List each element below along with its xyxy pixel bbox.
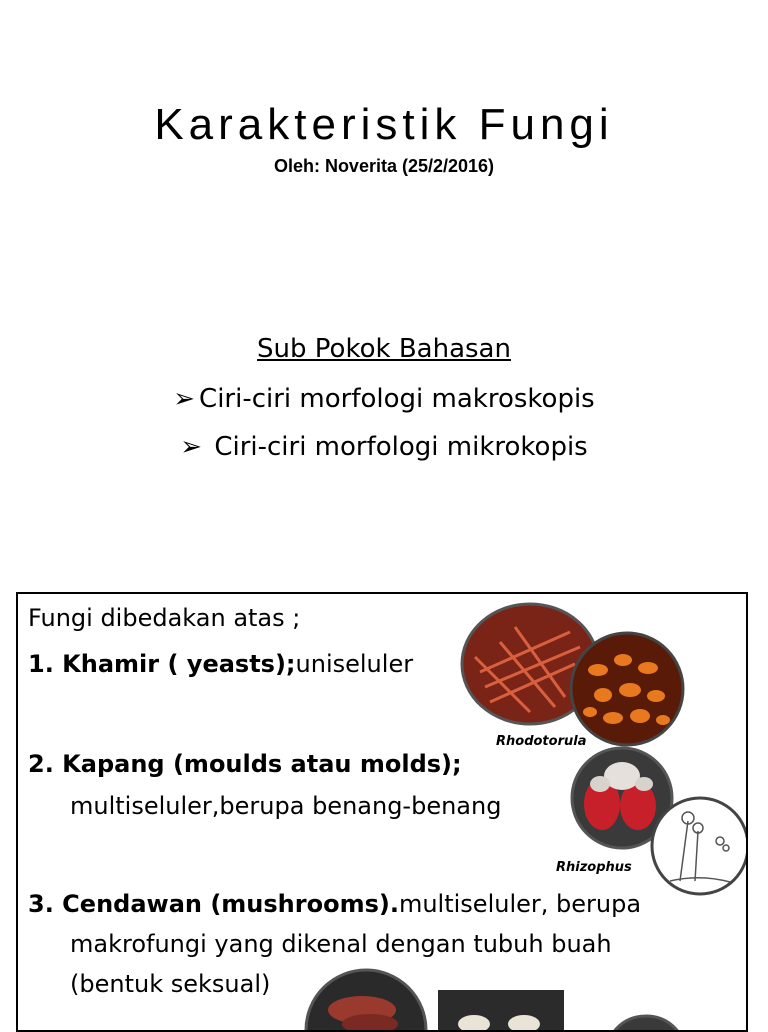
yeast-colony-image [568,630,686,748]
arrow-bullet-icon: ➢ [173,384,196,414]
image-caption: Rhodotorula [496,734,587,749]
bullet-item [0,384,768,414]
list-item [28,890,641,918]
author-line: Oleh: Noverita (25/2/2016) [273,156,495,176]
page-title: Karakteristik Fungi [154,100,614,149]
bullet-item [0,432,768,462]
list-item [28,650,413,678]
section-heading: Sub Pokok Bahasan [257,334,511,364]
item-text: uniseluler [295,650,414,678]
image-caption: Rhizophus [556,860,632,875]
mushroom-photo [438,990,564,1030]
item-text: makrofungi yang dikenal dengan tubuh buah [70,930,612,958]
item-text: multiseluler, berupa [398,890,642,918]
bullet-text: Ciri-ciri morfologi mikrokopis [214,432,588,462]
list-item [28,750,462,778]
slide-fungi-types [16,592,748,1032]
intro-text: Fungi dibedakan atas ; [28,604,301,632]
item-text: multiseluler,berupa benang-benang [70,792,502,820]
rhizopus-diagram [650,796,748,896]
item-text: (bentuk seksual) [70,970,271,998]
item-heading: 2. Kapang (moulds atau molds); [28,750,462,778]
mushroom-image [606,1010,686,1032]
item-heading: 3. Cendawan (mushrooms). [28,890,399,918]
mushroom-image [304,968,428,1032]
item-heading: 1. Khamir ( yeasts); [28,650,296,678]
arrow-bullet-icon: ➢ [180,432,203,462]
bullet-text: Ciri-ciri morfologi makroskopis [199,384,595,414]
